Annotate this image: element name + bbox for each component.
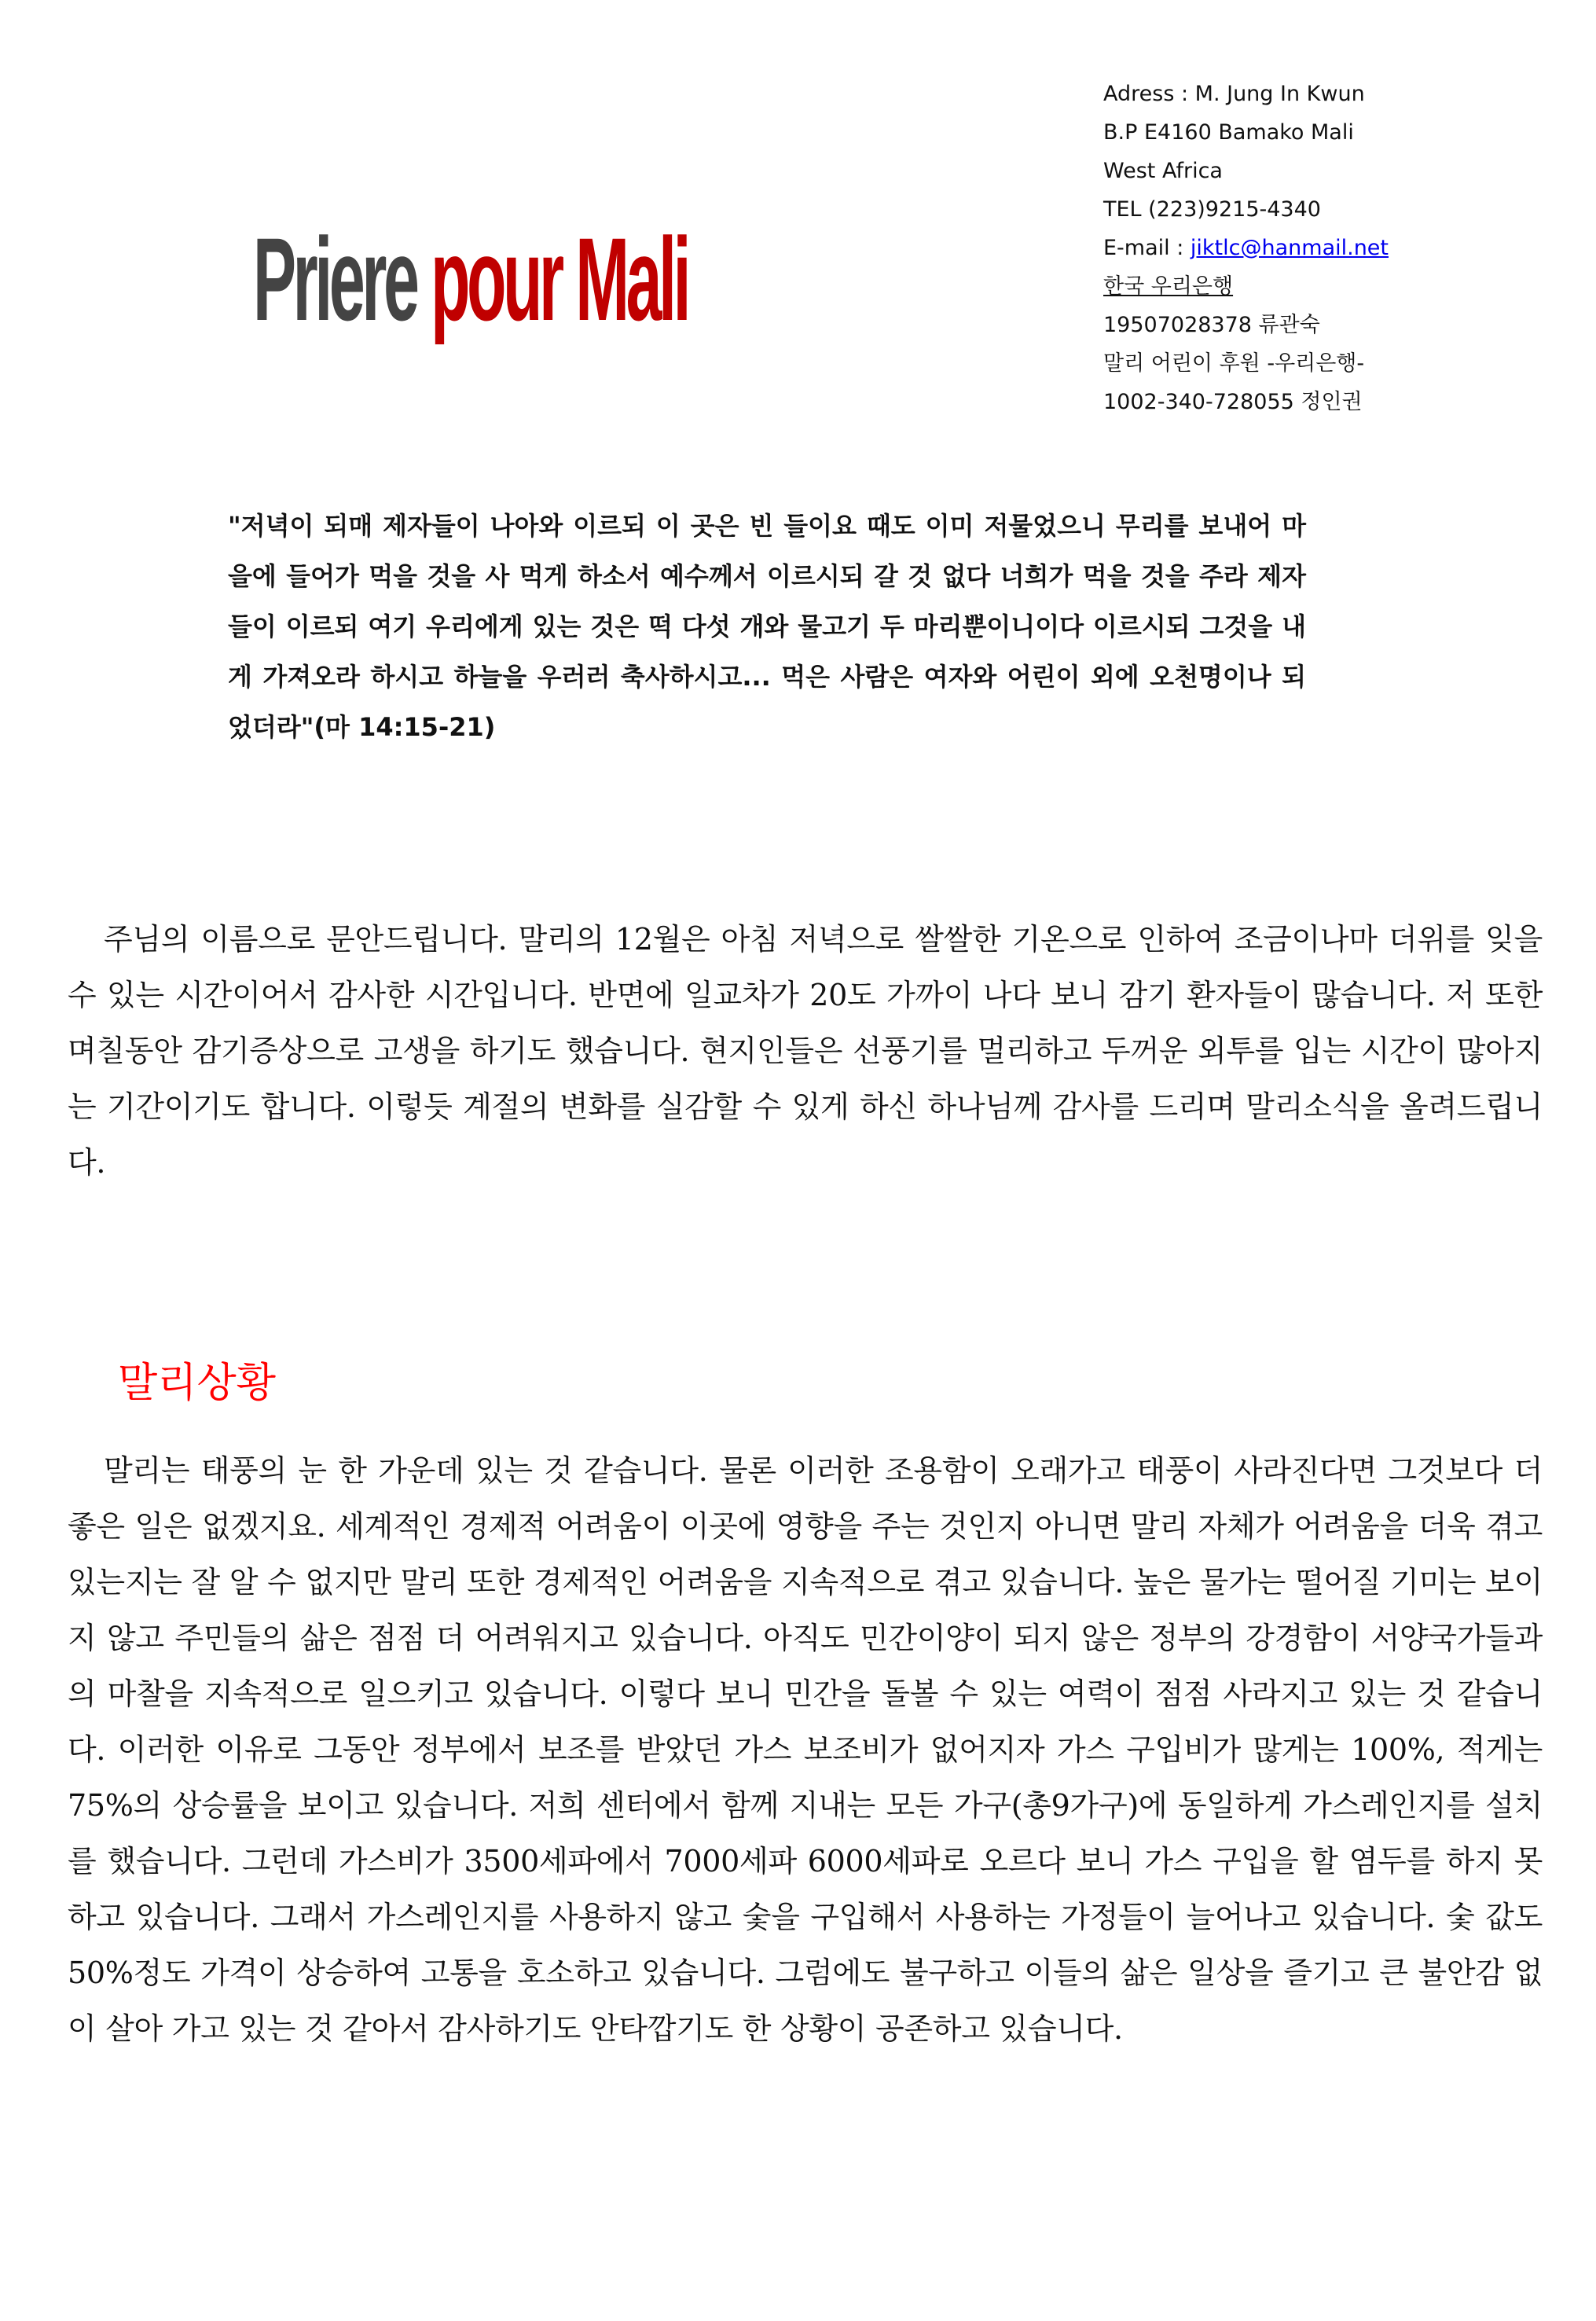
po-box-line: B.P E4160 Bamako Mali	[1103, 120, 1354, 145]
section-heading: 말리상황	[118, 1360, 276, 1407]
address-block	[1103, 75, 1575, 421]
email-line	[1103, 229, 1575, 267]
scripture-quote: "저녁이 되매 제자들이 나아와 이르되 이 곳은 빈 들이요 때도 이미 저물었으니 무리를 보내어 마을에 들어가 먹을 것을 사 먹게 하소서 예수께서 이르시되 갈 것 없다 너희가 먹을 것을 주라 제자들이 이르되 여기 우리에게 있는 것은 떡 다섯 개와 물고기 두 마리뿐이니이다 이르시되 그것을 내게 가져오라 하시고 하늘을 우러러 축사하시고... 먹은 사람은 여자와 어린이 외에 오천명이나 되었더라"(마 14:15-21)	[228, 511, 1306, 742]
bank-account-2: 1002-340-728055 정인권	[1103, 390, 1363, 414]
phone-line: TEL (223)9215-4340	[1103, 197, 1321, 222]
newsletter-title	[253, 196, 688, 362]
email-label: E-mail :	[1103, 236, 1191, 260]
bank-name: 한국 우리은행	[1103, 274, 1234, 299]
bank-account-1: 19507028378 류관숙	[1103, 313, 1320, 337]
title-pour-mali: pour Mali	[431, 213, 688, 345]
support-line: 말리 어린이 후원 -우리은행-	[1103, 351, 1365, 376]
email-link[interactable]: jiktlc@hanmail.net	[1190, 236, 1389, 260]
greeting-paragraph: 주님의 이름으로 문안드립니다. 말리의 12월은 아침 저녁으로 쌀쌀한 기온으로 인하여 조금이나마 더위를 잊을 수 있는 시간이어서 감사한 시간입니다. 반면에 일교차가 20도 가까이 나다 보니 감기 환자들이 많습니다. 저 또한 며칠동안 감기증상으로 고생을 하기도 했습니다. 현지인들은 선풍기를 멀리하고 두꺼운 외투를 입는 시간이 많아지는 기간이기도 합니다. 이렇듯 계절의 변화를 실감할 수 있게 하신 하나님께 감사를 드리며 말리소식을 올려드립니다.	[68, 922, 1543, 1180]
address-line: Adress : M. Jung In Kwun	[1103, 82, 1365, 106]
section-body: 말리는 태풍의 눈 한 가운데 있는 것 같습니다. 물론 이러한 조용함이 오래가고 태풍이 사라진다면 그것보다 더 좋은 일은 없겠지요. 세계적인 경제적 어려움이 이곳에 영향을 주는 것인지 아니면 말리 자체가 어려움을 더욱 겪고 있는지는 잘 알 수 없지만 말리 또한 경제적인 어려움을 지속적으로 겪고 있습니다. 높은 물가는 떨어질 기미는 보이지 않고 주민들의 삶은 점점 더 어려워지고 있습니다. 아직도 민간이양이 되지 않은 정부의 강경함이 서양국가들과의 마찰을 지속적으로 일으키고 있습니다. 이렇다 보니 민간을 돌볼 수 있는 여력이 점점 사라지고 있는 것 같습니다. 이러한 이유로 그동안 정부에서 보조를 받았던 가스 보조비가 없어지자 가스 구입비가 많게는 100%, 적게는 75%의 상승률을 보이고 있습니다. 저희 센터에서 함께 지내는 모든 가구(총9가구)에 동일하게 가스레인지를 설치를 했습니다. 그런데 가스비가 3500세파에서 7000세파 6000세파로 오르다 보니 가스 구입을 할 염두를 하지 못하고 있습니다. 그래서 가스레인지를 사용하지 않고 숯을 구입해서 사용하는 가정들이 늘어나고 있습니다. 숯 값도 50%정도 가격이 상승하여 고통을 호소하고 있습니다. 그럼에도 불구하고 이들의 삶은 일상을 즐기고 큰 불안감 없이 살아 가고 있는 것 같아서 감사하기도 안타깝기도 한 상황이 공존하고 있습니다.	[68, 1453, 1543, 2046]
region-line: West Africa	[1103, 159, 1223, 183]
title-priere: Priere	[253, 213, 416, 345]
